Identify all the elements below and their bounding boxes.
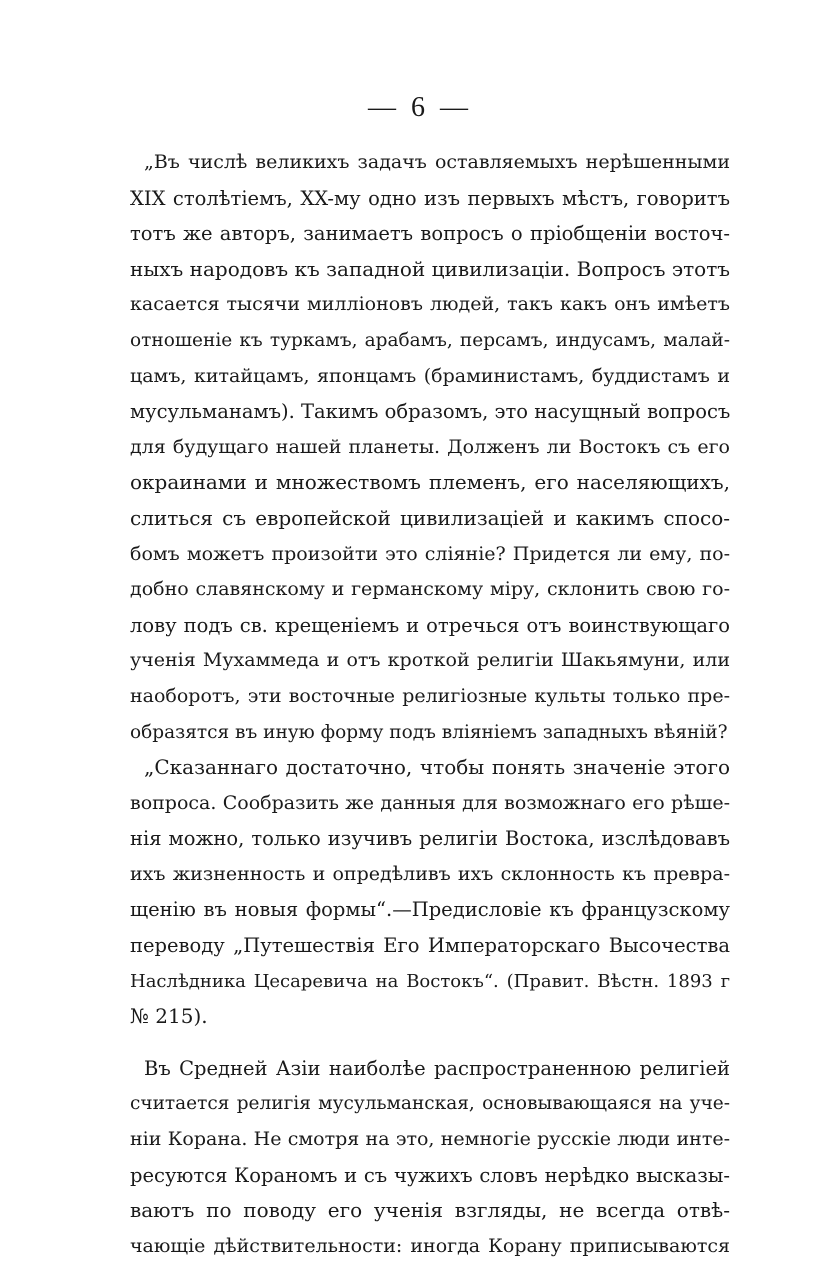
text-line: тотъ же авторъ, занимаетъ вопросъ о пріобщеніи восточ- xyxy=(130,222,730,246)
text-line: Въ Средней Азіи наиболѣе распространенною религіей xyxy=(144,1056,730,1080)
text-line: слиться съ европейской цивилизаціей и какимъ спосо- xyxy=(130,505,730,530)
text-line: № 215). xyxy=(130,1004,208,1029)
text-line: XIX столѣтіемъ, XX-му одно изъ первыхъ мѣстъ, говоритъ xyxy=(130,186,730,210)
text-line: касается тысячи милліоновъ людей, такъ какъ онъ имѣетъ xyxy=(130,293,730,316)
paragraph-1 xyxy=(130,145,730,750)
text-line: мусульманамъ). Такимъ образомъ, это насущный вопросъ xyxy=(130,400,730,424)
text-line: добно славянскому и германскому міру, склонить свою го- xyxy=(130,578,730,601)
text-line: бомъ можетъ произойти это сліяніе? Придется ли ему, по- xyxy=(130,542,730,565)
text-line: ваютъ по поводу его ученія взгляды, не всегда отвѣ- xyxy=(130,1198,730,1223)
text-line: для будущаго нашей планеты. Долженъ ли Востокъ съ его xyxy=(130,435,730,458)
text-line: ніи Корана. Не смотря на это, немногіе русскіе люди инте- xyxy=(130,1128,730,1151)
text-line: считается религія мусульманская, основывающаяся на уче- xyxy=(130,1093,730,1115)
text-line: „Въ числѣ великихъ задачъ оставляемыхъ нерѣшенными xyxy=(144,151,730,173)
text-line: ныхъ народовъ къ западной цивилизаціи. Вопросъ этотъ xyxy=(130,256,730,281)
text-line: цамъ, китайцамъ, японцамъ (браминистамъ, буддистамъ и xyxy=(130,364,730,387)
text-line: „Сказаннаго достаточно, чтобы понять значеніе этого xyxy=(144,755,730,780)
text-line: ресуются Кораномъ и съ чужихъ словъ нерѣдко высказы- xyxy=(130,1163,730,1187)
text-line: наоборотъ, эти восточные религіозные культы только пре- xyxy=(130,684,730,707)
text-line: чающіе дѣйствительности: иногда Корану приписываются xyxy=(130,1234,730,1257)
text-line: лову подъ св. крещеніемъ и отречься отъ воинствующаго xyxy=(130,613,730,637)
paragraph-3 xyxy=(130,1051,730,1264)
text-line: вопроса. Сообразить же данныя для возможнаго его рѣше- xyxy=(130,791,730,814)
text-line: Наслѣдника Цесаревича на Востокъ“. (Правит. Вѣстн. 1893 г xyxy=(130,970,730,992)
text-line: отношеніе къ туркамъ, арабамъ, персамъ, индусамъ, малай- xyxy=(130,329,730,351)
paragraph-2 xyxy=(130,750,730,1035)
text-line: нія можно, только изучивъ религіи Востока, изслѣдовавъ xyxy=(130,827,730,851)
text-body xyxy=(130,145,730,1264)
text-line: ученія Мухаммеда и отъ кроткой религіи Шакьямуни, или xyxy=(130,649,730,672)
text-line: ихъ жизненность и опредѣливъ ихъ склонность къ превра- xyxy=(130,862,730,885)
text-line: образятся въ иную форму подъ вліяніемъ западныхъ вѣяній? xyxy=(130,721,728,743)
text-line: окраинами и множествомъ племенъ, его населяющихъ, xyxy=(130,470,730,495)
text-line: щенію въ новыя формы“.—Предисловіе къ французскому xyxy=(130,898,730,922)
text-line: переводу „Путешествія Его Императорскаго Высочества xyxy=(130,934,730,958)
page-number: — 6 — xyxy=(368,92,472,123)
